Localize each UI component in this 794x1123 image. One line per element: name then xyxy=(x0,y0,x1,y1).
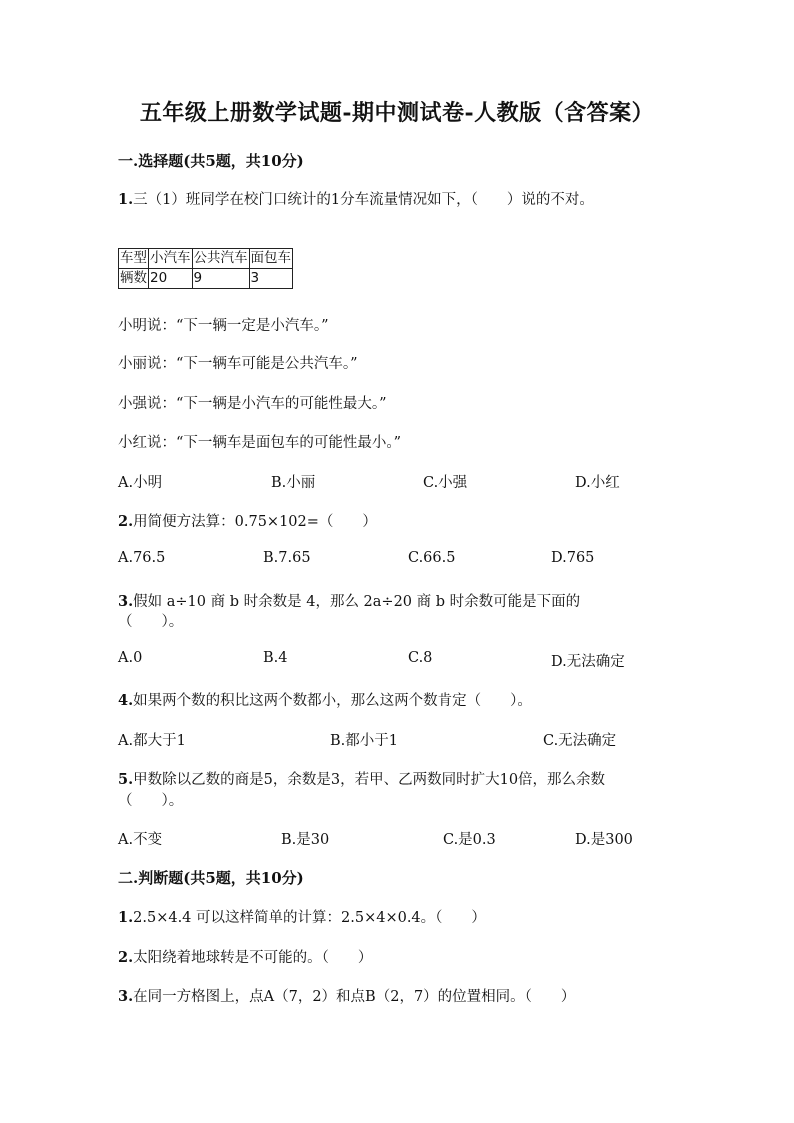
statement-xiaoqiang: 小强说：“下一辆是小汽车的可能性最大。” xyxy=(118,396,387,412)
option-c[interactable]: C.8 xyxy=(408,650,433,666)
question-number: 3. xyxy=(118,593,134,610)
question-number: 5. xyxy=(118,771,134,788)
question-text: 甲数除以乙数的商是5，余数是3，若甲、乙两数同时扩大10倍，那么余数 xyxy=(133,772,606,788)
question-3 xyxy=(118,590,580,611)
traffic-table xyxy=(118,248,293,289)
option-a[interactable]: A.0 xyxy=(118,650,143,666)
table-cell: 公共汽车 xyxy=(192,249,249,269)
option-a[interactable]: A.76.5 xyxy=(118,550,166,566)
question-text: 在同一方格图上，点A（7，2）和点B（2，7）的位置相同。（ ） xyxy=(133,989,576,1005)
table-header-row xyxy=(119,249,293,269)
table-cell: 20 xyxy=(149,269,193,289)
question-number: 1. xyxy=(118,191,134,208)
option-b[interactable]: B.4 xyxy=(263,650,288,666)
question-2 xyxy=(118,510,377,531)
judgement-question-2 xyxy=(118,946,372,967)
option-c[interactable]: C.小强 xyxy=(423,475,468,491)
judgement-question-1 xyxy=(118,906,486,927)
question-4 xyxy=(118,689,532,710)
question-number: 2. xyxy=(118,949,134,966)
question-5-answer-blank: （ ）。 xyxy=(118,793,184,809)
section-heading-judgement: 二.判断题(共5题，共10分) xyxy=(118,869,304,887)
question-number: 1. xyxy=(118,909,134,926)
table-cell: 小汽车 xyxy=(149,249,193,269)
statement-xiaoming: 小明说：“下一辆一定是小汽车。” xyxy=(118,318,329,334)
statement-xiaohong: 小红说：“下一辆车是面包车的可能性最小。” xyxy=(118,435,402,451)
option-b[interactable]: B.7.65 xyxy=(263,550,311,566)
judgement-question-3 xyxy=(118,985,575,1006)
table-cell: 3 xyxy=(249,269,293,289)
option-b[interactable]: B.是30 xyxy=(281,832,330,848)
question-text: 太阳绕着地球转是不可能的。（ ） xyxy=(133,950,373,966)
option-b[interactable]: B.小丽 xyxy=(271,475,316,491)
option-a[interactable]: A.不变 xyxy=(118,832,163,848)
option-c[interactable]: C.是0.3 xyxy=(443,832,496,848)
question-1 xyxy=(118,188,594,209)
option-d[interactable]: D.是300 xyxy=(575,832,633,848)
option-b[interactable]: B.都小于1 xyxy=(330,733,398,749)
statement-xiaoli: 小丽说：“下一辆车可能是公共汽车。” xyxy=(118,356,358,372)
option-c[interactable]: C.无法确定 xyxy=(543,733,617,749)
table-cell: 面包车 xyxy=(249,249,293,269)
question-3-answer-blank: （ ）。 xyxy=(118,614,184,630)
option-d[interactable]: D.765 xyxy=(551,550,595,566)
question-number: 2. xyxy=(118,513,134,530)
question-text: 如果两个数的积比这两个数都小，那么这两个数肯定（ ）。 xyxy=(133,693,532,709)
question-text: 用简便方法算：0.75×102=（ ） xyxy=(133,514,377,530)
option-c[interactable]: C.66.5 xyxy=(408,550,456,566)
option-d[interactable]: D.无法确定 xyxy=(551,654,625,670)
question-text: 假如 a÷10 商 b 时余数是 4，那么 2a÷20 商 b 时余数可能是下面的 xyxy=(133,594,581,610)
table-cell: 9 xyxy=(192,269,249,289)
question-text: 三（1）班同学在校门口统计的1分车流量情况如下，（ ）说的不对。 xyxy=(133,192,594,208)
question-number: 4. xyxy=(118,692,134,709)
table-row xyxy=(119,269,293,289)
question-number: 3. xyxy=(118,988,134,1005)
option-d[interactable]: D.小红 xyxy=(575,475,620,491)
page-title: 五年级上册数学试题-期中测试卷-人教版（含答案） xyxy=(139,100,655,126)
section-heading-choice: 一.选择题(共5题，共10分) xyxy=(118,152,304,170)
table-cell: 辆数 xyxy=(119,269,149,289)
option-a[interactable]: A.都大于1 xyxy=(118,733,186,749)
question-text: 2.5×4.4 可以这样简单的计算：2.5×4×0.4。（ ） xyxy=(133,910,486,926)
table-cell: 车型 xyxy=(119,249,149,269)
option-a[interactable]: A.小明 xyxy=(118,475,163,491)
question-5 xyxy=(118,768,605,789)
